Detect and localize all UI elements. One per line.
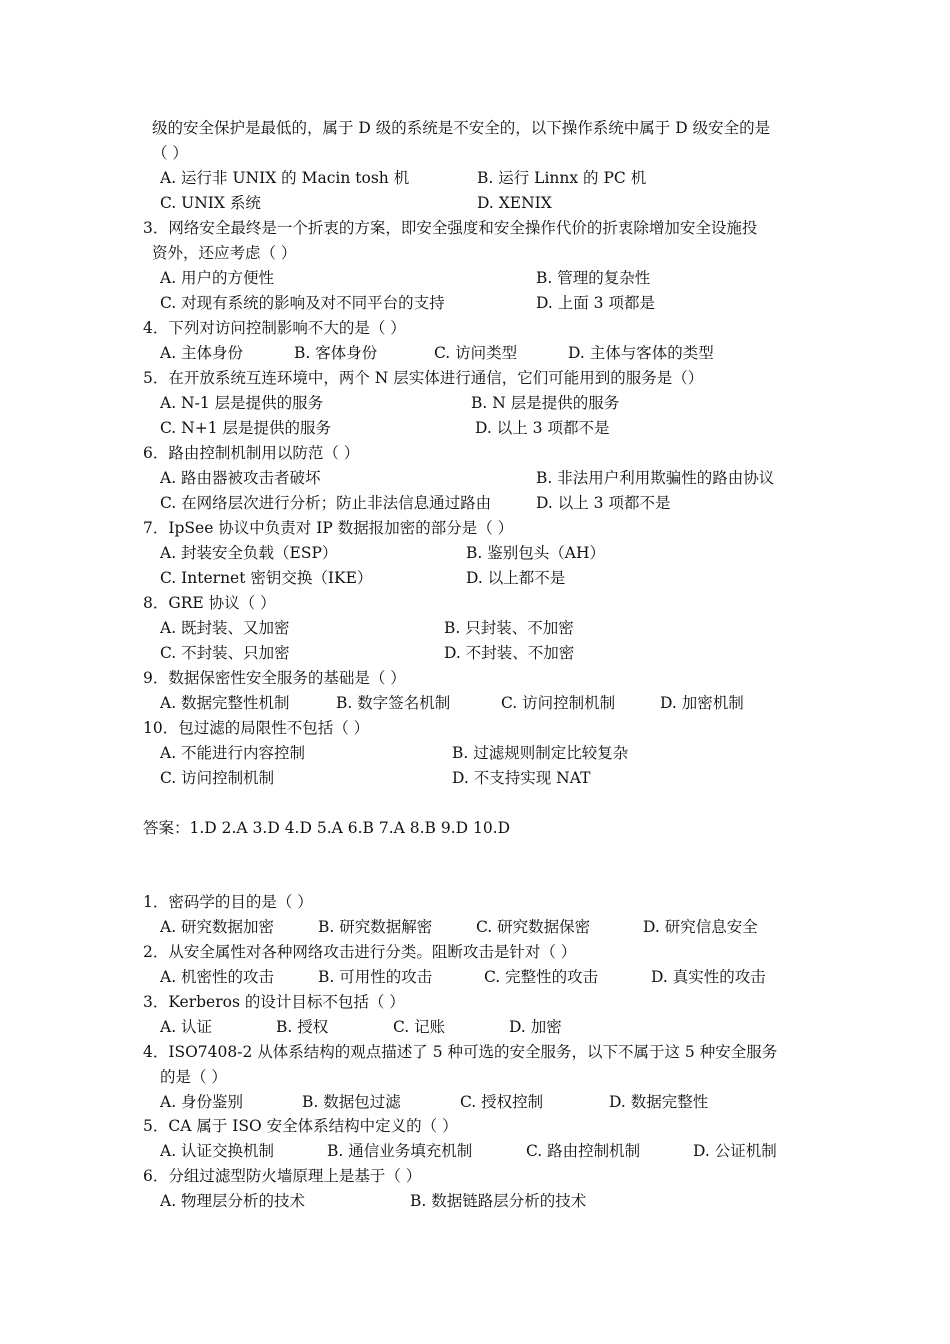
option-c: C. 完整性的攻击 xyxy=(484,968,599,986)
option-d: D. 上面 3 项都是 xyxy=(536,294,655,312)
answer-key: 答案：1.D 2.A 3.D 4.D 5.A 6.B 7.A 8.B 9.D 10.D xyxy=(143,819,511,837)
option-a: A. 运行非 UNIX 的 Macin tosh 机 xyxy=(160,169,410,187)
option-b: B. 可用性的攻击 xyxy=(318,968,433,986)
option-a: A. N-1 层是提供的服务 xyxy=(160,394,324,412)
option-a: A. 物理层分析的技术 xyxy=(160,1192,306,1210)
option-a: A. 主体身份 xyxy=(160,344,244,362)
option-c: C. N+1 层是提供的服务 xyxy=(160,419,332,437)
option-b: B. 通信业务填充机制 xyxy=(327,1142,473,1160)
option-a: A. 认证交换机制 xyxy=(160,1142,275,1160)
option-b: B. 运行 Linnx 的 PC 机 xyxy=(477,169,647,187)
question-stem: 6．路由控制机制用以防范（ ） xyxy=(143,444,360,462)
option-b: B. N 层是提供的服务 xyxy=(471,394,620,412)
option-b: B. 数字签名机制 xyxy=(336,694,451,712)
question-stem: 3．网络安全最终是一个折衷的方案，即安全强度和安全操作代价的折衷除增加安全设施投 xyxy=(143,219,758,237)
option-c: C. 在网络层次进行分析；防止非法信息通过路由 xyxy=(160,494,492,512)
option-a: A. 机密性的攻击 xyxy=(160,968,275,986)
option-d: D. 不封装、不加密 xyxy=(444,644,575,662)
option-c: C. 研究数据保密 xyxy=(476,918,591,936)
option-c: C. 访问控制机制 xyxy=(160,769,275,787)
option-c: C. 不封装、只加密 xyxy=(160,644,290,662)
option-a: A. 不能进行内容控制 xyxy=(160,744,306,762)
option-d: D. 不支持实现 NAT xyxy=(452,769,591,787)
option-b: B. 客体身份 xyxy=(294,344,378,362)
option-d: D. 公证机制 xyxy=(693,1142,777,1160)
option-d: D. 数据完整性 xyxy=(609,1093,709,1111)
question-stem: 的是（ ） xyxy=(160,1068,227,1086)
question-stem: 9．数据保密性安全服务的基础是（ ） xyxy=(143,669,406,687)
question-stem: 3．Kerberos 的设计目标不包括（ ） xyxy=(143,993,405,1011)
question-stem-continuation: （ ） xyxy=(152,144,188,162)
option-b: B. 鉴别包头（AH） xyxy=(466,544,605,562)
option-d: D. 主体与客体的类型 xyxy=(568,344,714,362)
option-d: D. 以上 3 项都不是 xyxy=(475,419,610,437)
option-b: B. 研究数据解密 xyxy=(318,918,433,936)
option-c: C. 记账 xyxy=(393,1018,446,1036)
option-b: B. 数据链路层分析的技术 xyxy=(410,1192,587,1210)
option-c: C. 访问类型 xyxy=(434,344,518,362)
question-stem: 7．IpSee 协议中负责对 IP 数据报加密的部分是（ ） xyxy=(143,519,514,537)
option-c: C. 授权控制 xyxy=(460,1093,544,1111)
question-stem-continuation: 级的安全保护是最低的，属于 D 级的系统是不安全的，以下操作系统中属于 D 级安全的是 xyxy=(152,119,771,137)
option-b: B. 非法用户利用欺骗性的路由协议 xyxy=(536,469,775,487)
question-stem: 5．在开放系统互连环境中，两个 N 层实体进行通信，它们可能用到的服务是（） xyxy=(143,369,704,387)
option-d: D. 以上 3 项都不是 xyxy=(536,494,671,512)
question-stem: 5．CA 属于 ISO 安全体系结构中定义的（ ） xyxy=(143,1117,458,1135)
option-a: A. 身份鉴别 xyxy=(160,1093,244,1111)
option-d: D. XENIX xyxy=(477,194,552,212)
option-a: A. 研究数据加密 xyxy=(160,918,275,936)
option-b: B. 只封装、不加密 xyxy=(444,619,574,637)
option-c: C. 路由控制机制 xyxy=(526,1142,641,1160)
option-b: B. 过滤规则制定比较复杂 xyxy=(452,744,629,762)
question-stem: 8．GRE 协议（ ） xyxy=(143,594,276,612)
option-b: B. 数据包过滤 xyxy=(302,1093,401,1111)
option-a: A. 封装安全负载（ESP） xyxy=(160,544,338,562)
option-b: B. 授权 xyxy=(276,1018,329,1036)
option-c: C. 访问控制机制 xyxy=(501,694,616,712)
option-a: A. 数据完整性机制 xyxy=(160,694,290,712)
option-a: A. 路由器被攻击者破坏 xyxy=(160,469,321,487)
option-a: A. 用户的方便性 xyxy=(160,269,275,287)
option-d: D. 研究信息安全 xyxy=(643,918,758,936)
question-stem: 4．ISO7408-2 从体系结构的观点描述了 5 种可选的安全服务，以下不属于这 5 种安全服务 xyxy=(143,1043,778,1061)
option-d: D. 真实性的攻击 xyxy=(651,968,766,986)
option-d: D. 以上都不是 xyxy=(466,569,566,587)
question-stem: 2．从安全属性对各种网络攻击进行分类。阻断攻击是针对（ ） xyxy=(143,943,577,961)
option-a: A. 认证 xyxy=(160,1018,213,1036)
question-stem: 资外，还应考虑（ ） xyxy=(152,244,297,262)
question-stem: 10．包过滤的局限性不包括（ ） xyxy=(143,719,370,737)
question-stem: 4．下列对访问控制影响不大的是（ ） xyxy=(143,319,406,337)
option-d: D. 加密 xyxy=(509,1018,562,1036)
option-b: B. 管理的复杂性 xyxy=(536,269,651,287)
option-c: C. 对现有系统的影响及对不同平台的支持 xyxy=(160,294,445,312)
option-c: C. UNIX 系统 xyxy=(160,194,261,212)
option-a: A. 既封装、又加密 xyxy=(160,619,290,637)
option-c: C. Internet 密钥交换（IKE） xyxy=(160,569,373,587)
question-stem: 6．分组过滤型防火墙原理上是基于（ ） xyxy=(143,1167,422,1185)
option-d: D. 加密机制 xyxy=(660,694,744,712)
question-stem: 1．密码学的目的是（ ） xyxy=(143,893,313,911)
